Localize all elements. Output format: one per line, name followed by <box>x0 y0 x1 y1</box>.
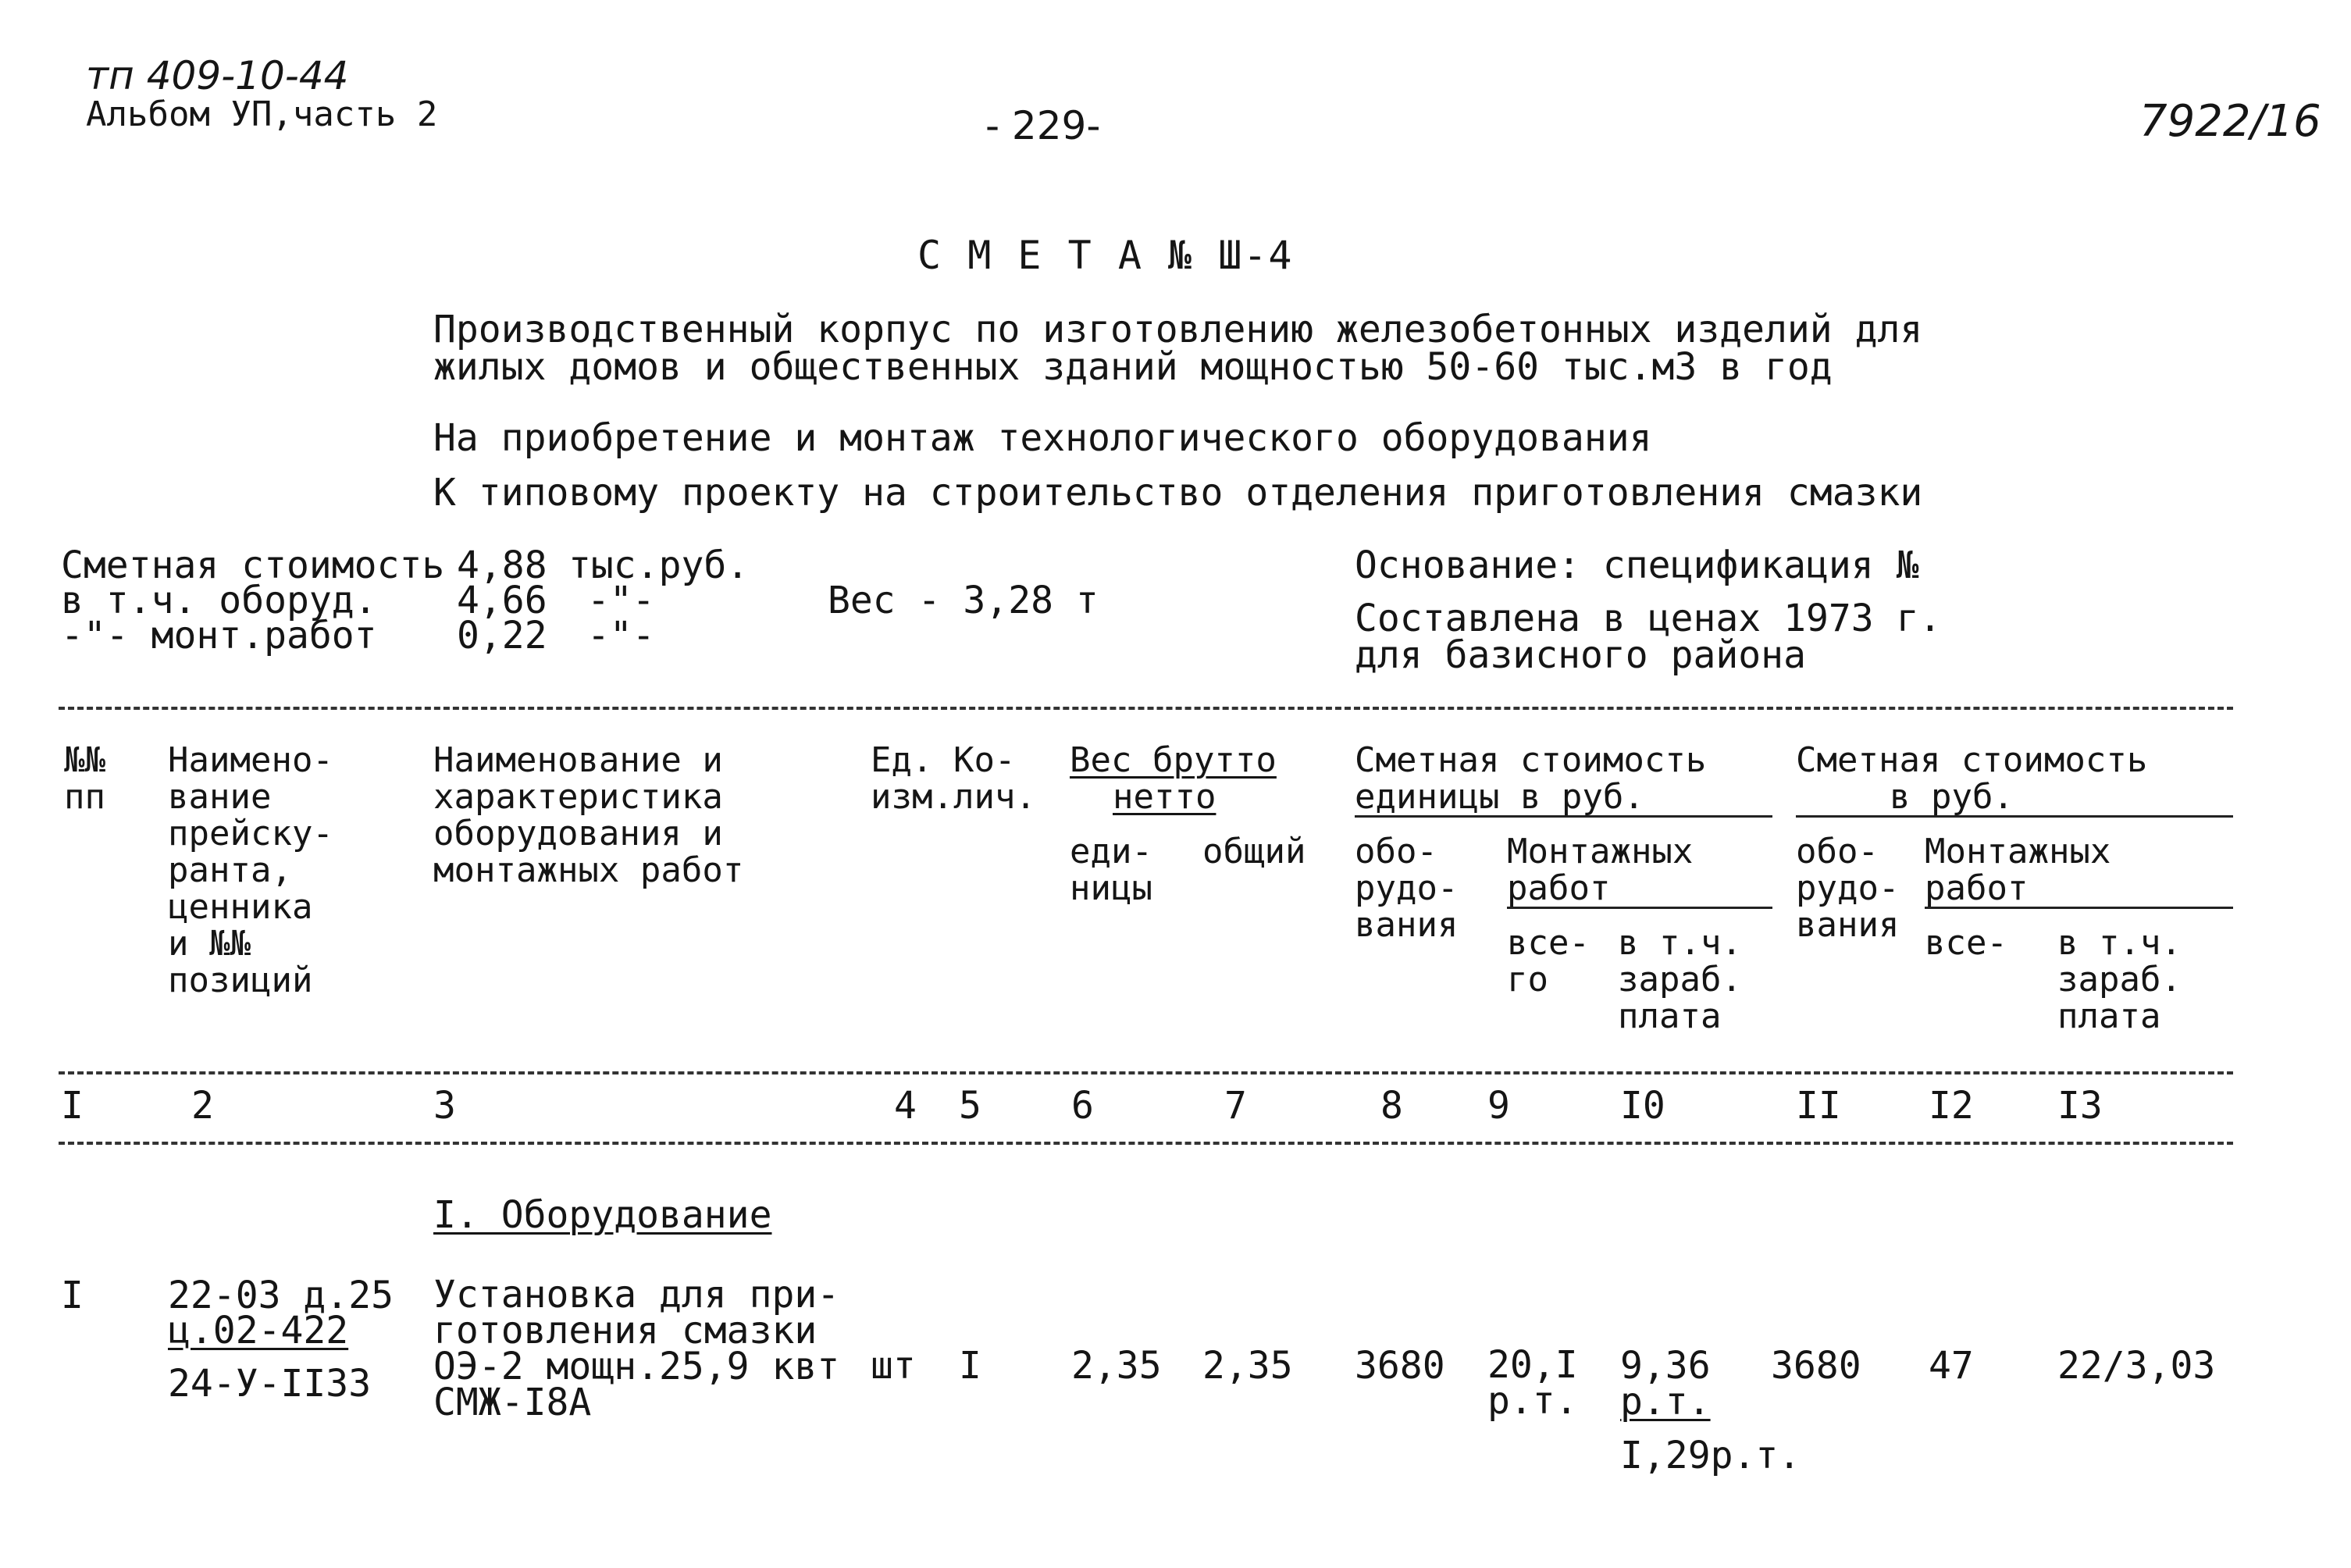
col-header-equip-sum: обо- рудо- вания <box>1796 832 1900 945</box>
title-line-1: Производственный корпус по изготовлению железобетонных изделий для <box>433 308 1923 351</box>
equipment-unit-cost: 3680 <box>1355 1344 1445 1388</box>
title-line-3: На приобретение и монтаж технологического оборудования <box>433 416 1652 460</box>
column-number: 2 <box>191 1084 214 1128</box>
basis-label: Основание: спецификация № <box>1355 543 1919 587</box>
equipment-label: в т.ч. оборуд. <box>61 579 377 622</box>
col-header-weight-total: общий <box>1202 832 1306 871</box>
col-header-num: №№ пп <box>64 740 105 817</box>
column-number: 9 <box>1487 1084 1510 1128</box>
unit-cost-underline <box>1355 815 1772 818</box>
price-code: 22-03 д.25 <box>168 1274 394 1317</box>
mounting-total-cost: 47 <box>1929 1344 1974 1388</box>
mount-unit-underline <box>1507 907 1772 909</box>
total-cost-underline <box>1796 815 2233 818</box>
title-line-4: К типовому проекту на строительство отделения приготовления смазки <box>433 471 1923 515</box>
col-header-mount-total: все- го <box>1507 923 1590 1000</box>
column-number: 3 <box>433 1084 456 1128</box>
mounting-unit-total: 20,I р.т. <box>1487 1343 1578 1423</box>
title-line-2: жилых домов и общественных зданий мощностью 50-60 тыс.м3 в год <box>433 345 1833 389</box>
column-number: I2 <box>1929 1084 1974 1128</box>
column-number: 4 <box>894 1084 917 1128</box>
cost-label: Сметная стоимость <box>61 543 445 587</box>
col-header-unit-qty: Ед. Ко- изм.лич. <box>871 740 1036 817</box>
column-number: I3 <box>2057 1084 2103 1128</box>
mounting-value: 0,22 <box>457 614 547 657</box>
mount-sum-underline <box>1925 907 2233 909</box>
weight-per-unit: 2,35 <box>1071 1344 1162 1388</box>
estimate-title: С М Е Т А № Ш-4 <box>917 233 1294 278</box>
mounting-unit-wage-extra: I,29р.т. <box>1620 1434 1801 1477</box>
column-number: II <box>1796 1084 1841 1128</box>
cost-value: 4,88 <box>457 543 547 587</box>
col-header-weight: Вес брутто <box>1070 740 1277 780</box>
page-number: - 229- <box>985 103 1101 148</box>
column-number: 5 <box>959 1084 981 1128</box>
weight-total: 2,35 <box>1202 1344 1293 1388</box>
wage-total-cost: 22/3,03 <box>2057 1344 2216 1388</box>
project-code: тп 409-10-44 <box>86 53 349 98</box>
table-top-rule <box>59 707 2233 710</box>
mounting-unit-wage: 9,36 <box>1620 1344 1711 1388</box>
col-header-weight-net: нетто <box>1113 777 1216 817</box>
col-header-equip-unit: обо- рудо- вания <box>1355 832 1459 945</box>
unit-of-measure: шт <box>871 1344 916 1388</box>
column-numbers-top-rule <box>59 1071 2233 1074</box>
column-number: 8 <box>1380 1084 1403 1128</box>
price-code: ц.02-422 <box>168 1309 349 1352</box>
price-region: для базисного района <box>1355 633 1806 677</box>
column-numbers-bottom-rule <box>59 1142 2233 1145</box>
mounting-label: -"- монт.работ <box>61 614 377 657</box>
col-header-mount-sum-total: все- <box>1925 923 2007 963</box>
col-header-name: Наименование и характеристика оборудования и монтажных работ <box>433 740 744 890</box>
quantity: I <box>959 1344 981 1388</box>
row-number: I <box>61 1274 84 1317</box>
col-header-mount-sum: Монтажных работ <box>1925 832 2111 908</box>
col-header-unit-cost: Сметная стоимость единицы в руб. <box>1355 740 1707 817</box>
col-header-mount-wage: в т.ч. зараб. плата <box>1618 923 1742 1036</box>
column-number: I0 <box>1620 1084 1665 1128</box>
col-header-weight-unit: еди- ницы <box>1070 832 1152 908</box>
price-code: 24-У-II33 <box>168 1362 372 1406</box>
mounting-unit-wage: р.т. <box>1620 1380 1711 1424</box>
col-header-price-list: Наимено- вание прейску- ранта, ценника и №№ позиций <box>168 740 333 1000</box>
column-number: I <box>61 1084 84 1128</box>
col-header-total-cost: Сметная стоимость в руб. <box>1796 740 2148 817</box>
weight-total: Вес - 3,28 т <box>828 579 1099 622</box>
column-number: 7 <box>1224 1084 1247 1128</box>
equipment-name: Установка для при- готовления смазки ОЭ-2 мощн.25,9 квт СМЖ-I8А <box>433 1273 840 1424</box>
section-heading: I. Оборудование <box>433 1193 772 1237</box>
ditto-mark: -"- <box>587 614 655 657</box>
album-label: Альбом УП,часть 2 <box>86 94 438 134</box>
column-number: 6 <box>1071 1084 1094 1128</box>
sheet-code: 7922/16 <box>2139 96 2321 147</box>
col-header-mount-unit: Монтажных работ <box>1507 832 1694 908</box>
price-year: Составлена в ценах 1973 г. <box>1355 597 1942 640</box>
col-header-wage-sum: в т.ч. зараб. плата <box>2057 923 2182 1036</box>
equipment-total-cost: 3680 <box>1771 1344 1861 1388</box>
cost-unit: тыс.руб. <box>568 543 750 587</box>
equipment-value: 4,66 <box>457 579 547 622</box>
ditto-mark: -"- <box>587 579 655 622</box>
